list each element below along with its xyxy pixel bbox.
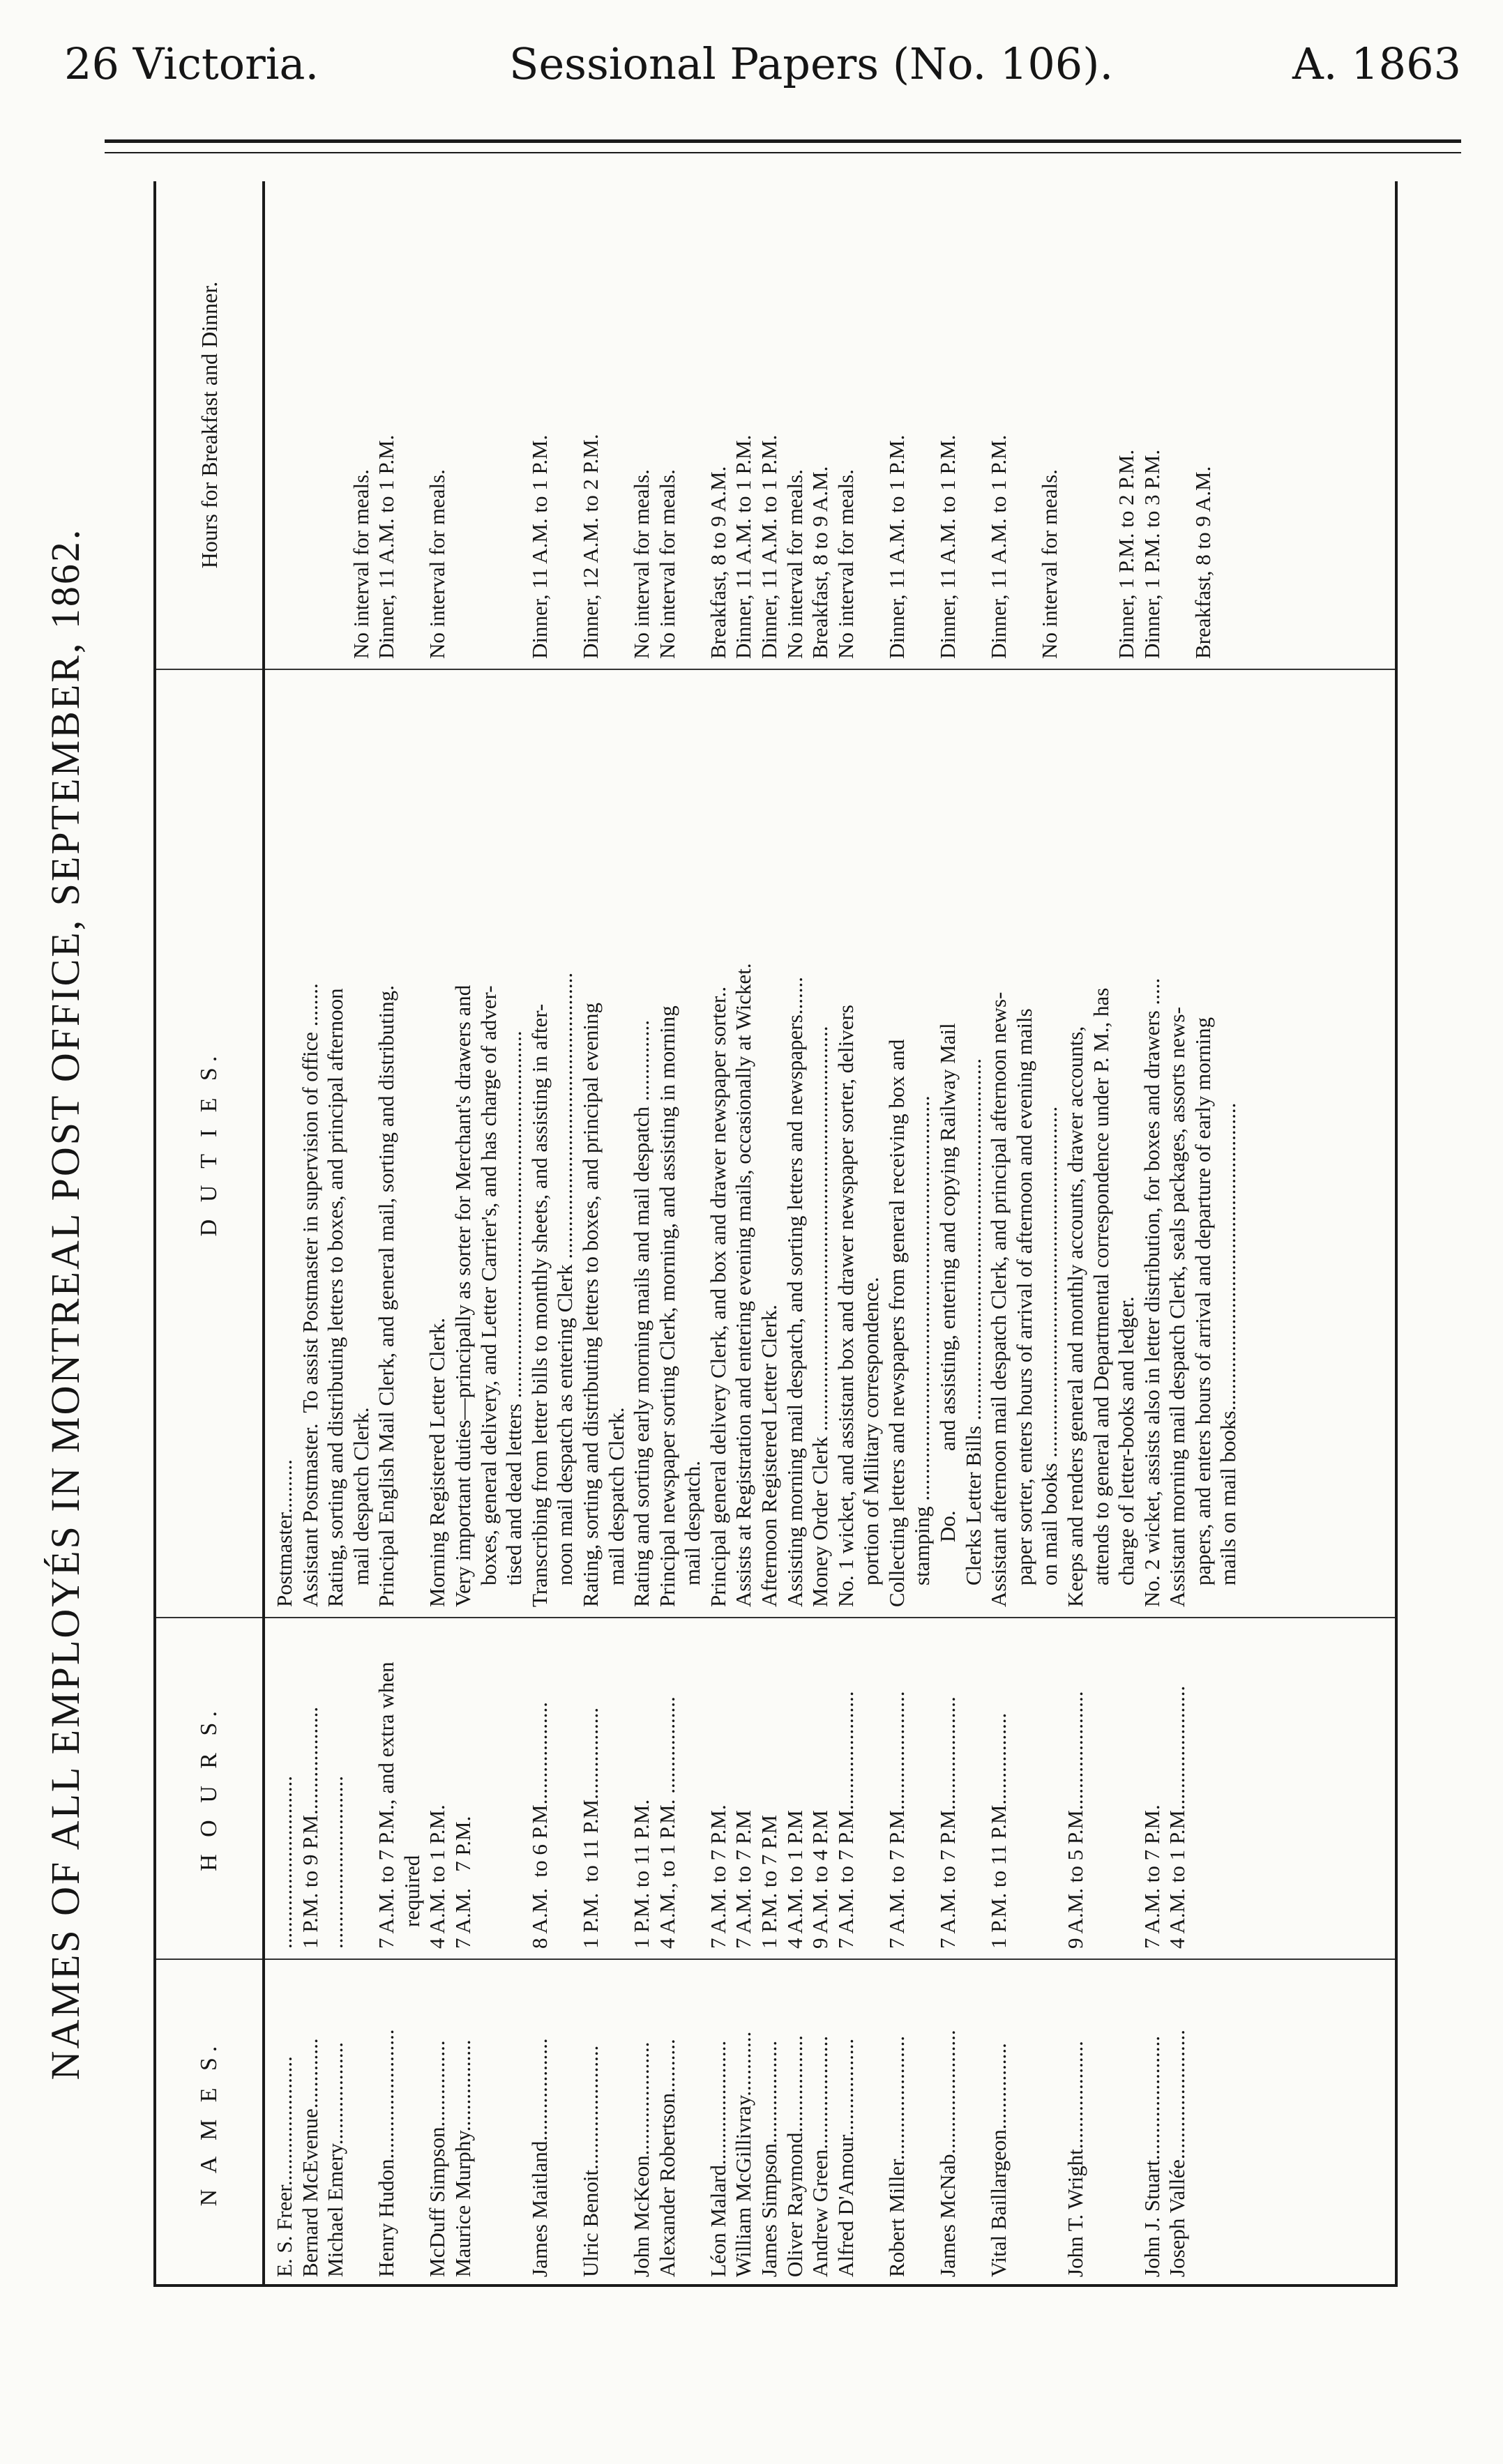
header-rule-thin <box>105 152 1461 153</box>
duties-cell: Postmaster.......... Assistant Postmaster. To assist Postmaster in supervision of office ........ Rating, sorting and distributing letters to boxes, and principal afternoon mail despatch Clerk. Principal English Mail Clerk, and general mail, sorting and distributing. Morning Registered Letter Clerk. Very important duties—principally as sorter for Merchant's drawers and boxes, general delivery, and Letter Carrier's, and has charge of adver- tised and dead letters .................................................................... Transcribing from letter bills to monthly sheets, and assisting in after- noon mail despatch as entering Clerk ..................................................... Rating, sorting and distributing letters to boxes, and principal evening mail despatch Clerk. Rating and sorting early morning mails and mail despatch ............... Principal newspaper sorting Clerk, morning, and assisting in morning mail despatch. Principal general delivery Clerk, and box and drawer newspaper sorter.. Assists at Registration and entering evening mails, occasionally at Wicket. Afternoon Registered Letter Clerk. Assisting morning mail despatch, and sorting letters and newspapers....... Money Order Clerk ........................................................................... No. 1 wicket, and assistant box and drawer newspaper sorter, delivers portion of Military correspondence. Collecting letters and newspapers from general receiving box and stamping ........................................................................... Do. and assisting, entering and copying Railway Mail Clerks Letter Bills ................................................................... Assistant afternoon mail despatch Clerk, and principal afternoon news- paper sorter, enters hours of arrival of afternoon and evening mails on mail books ................................................................. Keeps and renders general and monthly accounts, drawer accounts, attends to general and Departmental correspondence under P. M., has charge of letter-books and ledger. No. 2 wicket, assists also in letter distribution, for boxes and drawers ..... Assistant morning mail despatch Clerk, seals packages, assorts news- papers, and enters hours of arrival and departure of early morning mails on mail books......................................................... <box>264 669 1395 1618</box>
employees-table <box>153 181 1395 2287</box>
year-label: A. 1863 <box>1292 38 1461 89</box>
hours-column-header: H O U R S. <box>155 1618 264 1959</box>
meals-column-header: Hours for Breakfast and Dinner. <box>155 181 264 669</box>
page-header <box>0 0 1503 132</box>
duties-column-header: D U T I E S. <box>155 669 264 1618</box>
names-column-header: N A M E S. <box>155 1959 264 2287</box>
header-rule <box>105 139 1461 143</box>
meals-cell: No interval for meals. Dinner, 11 A.M. to 1 P.M. No interval for meals. Dinner, 11 A.M. to 1 P.M. Dinner, 12 A.M. to 2 P.M. No interval for meals. No interval for meals. Breakfast, 8 to 9 A.M. Dinner, 11 A.M. to 1 P.M. Dinner, 11 A.M. to 1 P.M. No interval for meals. Breakfast, 8 to 9 A.M. No interval for meals. Dinner, 11 A.M. to 1 P.M. Dinner, 11 A.M. to 1 P.M. Dinner, 11 A.M. to 1 P.M. No interval for meals. Dinner, 1 P.M. to 2 P.M. Dinner, 1 P.M. to 3 P.M. Breakfast, 8 to 9 A.M. <box>348 434 1215 659</box>
session-label: 26 Victoria. <box>64 38 319 89</box>
names-cell: E. S. Freer........................ Bernard McEvenue............. Michael Emery................... Henry Hudon........................ McDuff Simpson................ Maurice Murphy................. James Maitland................... Ulric Benoit....................... John McKeon..................... Alexander Robertson.......... Léon Malard....................... William McGillivray............ James Simpson................... Oliver Raymond.................. Andrew Green..................... Alfred D'Amour.................. Robert Miller....................... James McNab....................... Vital Baillargeon................ John T. Wright.................... John J. Stuart....................... Joseph Vallée........................ <box>264 1959 1395 2287</box>
rotated-document <box>0 167 1437 2440</box>
sessional-papers-label: Sessional Papers (No. 106). <box>509 38 1114 89</box>
hours-cell: ................................ 1 P.M. to 9 P.M.................... ................................ 7 A.M. to 7 P.M., and extra when required 4 A.M. to 1 P.M. 7 A.M. 7 P.M. 8 A.M. to 6 P.M................... 1 P.M. to 11 P.M................. 1 P.M. to 11 P.M. 4 A.M., to 1 P.M. .................. 7 A.M. to 7 P.M. 7 A.M. to 7 P.M 1 P.M. to 7 P.M 4 A.M. to 1 P.M 9 A.M. to 4 P.M 7 A.M. to 7 P.M...................... 7 A.M. to 7 P.M...................... 7 A.M. to 7 P.M..................... 1 P.M. to 11 P.M................. 9 A.M. to 5 P.M...................... 7 A.M. to 7 P.M. 4 A.M. to 1 P.M....................... <box>264 1618 1395 1959</box>
table-bottom-rule <box>1395 181 1398 2287</box>
document-title: NAMES OF ALL EMPLOYÉS IN MONTREAL POST OFFICE, SEPTEMBER, 1862. <box>43 527 88 2081</box>
table-header-row <box>155 181 264 2287</box>
table-body-row <box>264 181 1395 2287</box>
